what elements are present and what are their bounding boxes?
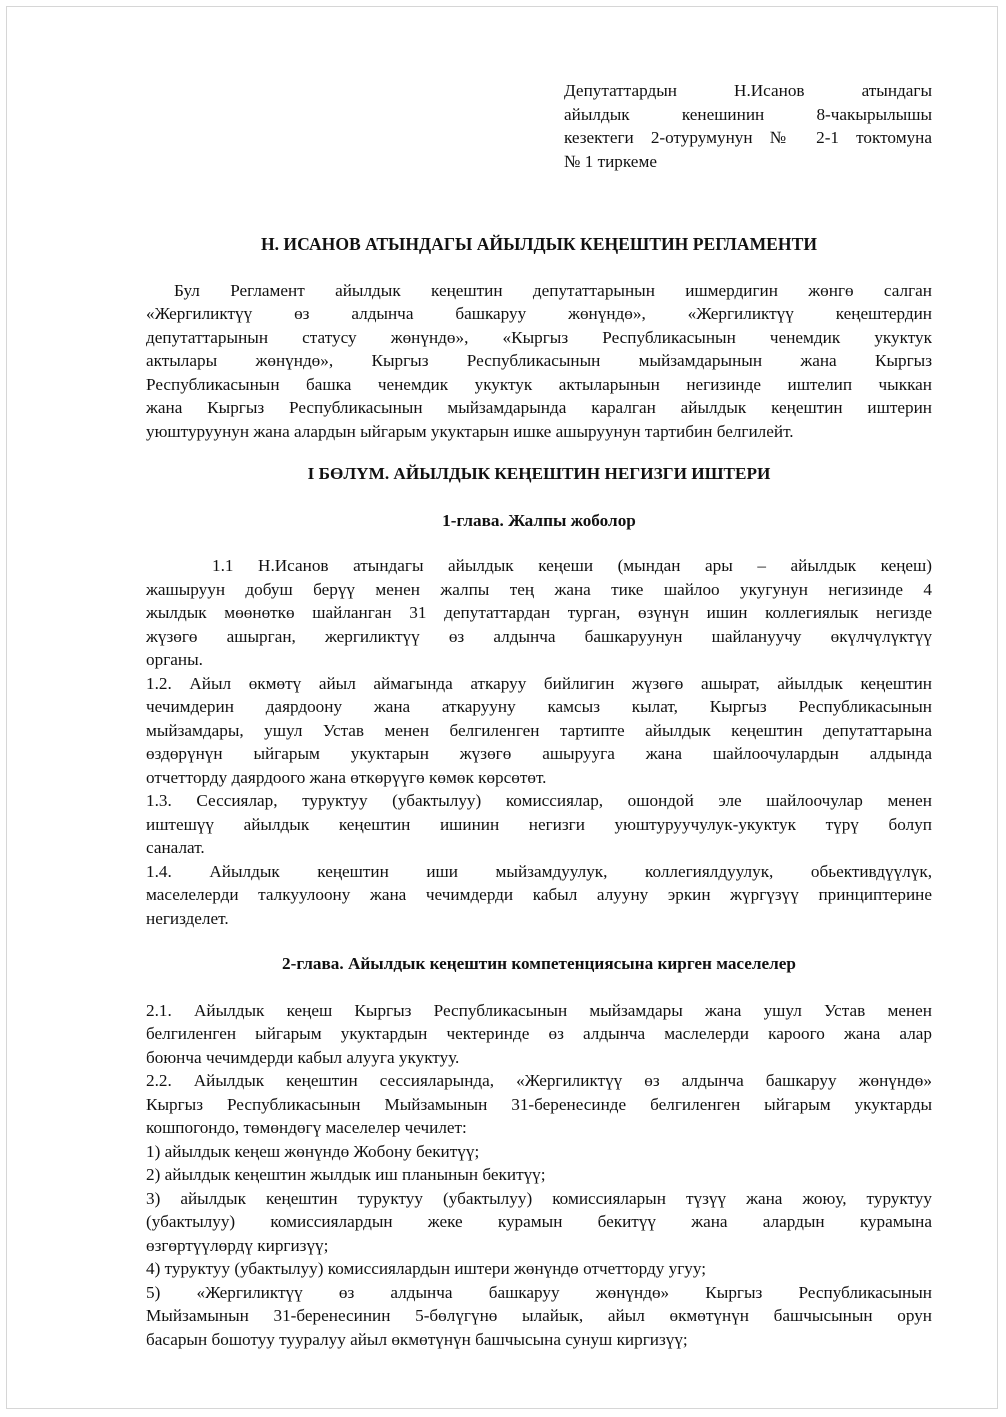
attachment-note-line-1: Депутаттардын Н.Исанов атындагы [564, 81, 932, 100]
intro-line: жана Кыргыз Республикасынын мыйзамдарында каралган айылдык кеңештин иштерин [146, 398, 932, 417]
intro-line: Бул Регламент айылдык кеңештин депутаттарынын ишмердигин жөнгө салган [174, 280, 932, 300]
clause-line: 1.3. Сессиялар, туруктуу (убактылуу) комиссиялар, ошондой эле шайлоочулар менен [146, 791, 932, 810]
document-page [6, 6, 998, 1409]
chapter-2-title: 2-глава. Айылдык кеңештин компетенциясына кирген маселелер [282, 954, 796, 973]
clause-line: маселелерди талкуулоону жана чечимдерди кабыл алууну эркин жүргүзүү принциптерине [146, 885, 932, 904]
clause-line: 2.1. Айылдык кеңеш Кыргыз Республикасынын мыйзамдары жана ушул Устав менен [146, 1000, 932, 1020]
clause-2-2 [146, 1069, 932, 1140]
intro-line: депутаттарынын статусу жөнүндө», «Кыргыз Республикасынын ченемдик укуктук [146, 327, 932, 347]
clause-line: саналат. [146, 838, 205, 857]
clause-line: 1.1 Н.Исанов атындагы айылдык кеңеши (мындан ары – айылдык кеңеш) [212, 556, 932, 575]
clause-line: жүзөгө ашырган, жергиликтүү өз алдынча башкаруунун шайлануучу өкүлчүлүктүү [146, 626, 932, 646]
clause-line: негизделет. [146, 908, 229, 928]
list-item-2: 2) айылдык кеңештин жылдык иш планынын бекитүү; [146, 1165, 546, 1184]
clause-line: 1.2. Айыл өкмөтү айыл аймагында аткаруу бийлигин жүзөгө ашырат, айылдык кеңештин [146, 673, 932, 693]
intro-paragraph [146, 279, 932, 444]
clause-line: 5) «Жергиликтүү өз алдынча башкаруу жөнүндө» Кыргыз Республикасынын [146, 1282, 932, 1302]
clause-line: өздөрүнүн ыйгарым укуктарын жүзөгө ашырууга жана шайлоочулардын алдында [146, 744, 932, 763]
clause-line: 3) айылдык кеңештин туруктуу (убактылуу) комиссияларын түзүү жана жоюу, туруктуу [146, 1188, 932, 1208]
clause-1-3 [146, 789, 932, 860]
document-content [146, 79, 932, 1351]
clause-line: жашыруун добуш берүү менен жалпы тең жана тике шайлоо укугунун негизинде 4 [146, 579, 932, 599]
clause-line: 2.2. Айылдык кеңештин сессияларында, «Жергиликтүү өз алдынча башкаруу жөнүндө» [146, 1071, 932, 1090]
clause-line: өзгөртүүлөрдү киргизүү; [146, 1235, 329, 1255]
clause-1-4 [146, 860, 932, 931]
clause-line: отчетторду даярдоого жана өткөрүүгө көмөк көрсөтөт. [146, 767, 547, 787]
document-title: Н. ИСАНОВ АТЫНДАГЫ АЙЫЛДЫК КЕҢЕШТИН РЕГЛАМЕНТИ [260, 234, 818, 254]
clause-line: жылдык мөөнөткө шайланган 31 депутаттардан турган, өзүнүн ишин коллегиялык негизде [146, 603, 932, 622]
list-item-5 [146, 1281, 932, 1352]
clause-line: кошпогондо, төмөндөгү маселелер чечилет: [146, 1118, 467, 1137]
clause-line: 1.4. Айылдык кеңештин иши мыйзамдуулук, коллегиялдуулук, обьективдүүлүк, [146, 861, 932, 881]
attachment-note-line-2: айылдык кенешинин 8-чакырылышы [564, 104, 932, 124]
list-item-4: 4) туруктуу (убактылуу) комиссиялардын иштери жөнүндө отчетторду угуу; [146, 1259, 706, 1278]
intro-line: актылары жөнүндө», Кыргыз Республикасынын мыйзамдарынын жана Кыргыз [146, 351, 932, 370]
clause-line: боюнча чечимдерди кабыл алууга укуктуу. [146, 1047, 460, 1067]
clause-1-1 [146, 554, 932, 672]
attachment-note [564, 79, 932, 173]
intro-line: Республикасынын башка ченемдик укуктук актыларынын негизинде иштелип чыккан [146, 374, 932, 394]
list-item-1: 1) айылдык кеңеш жөнүндө Жобону бекитүү; [146, 1141, 480, 1161]
clause-line: Кыргыз Республикасынын Мыйзамынын 31-беренесинде белгиленген ыйгарым укуктарды [146, 1094, 932, 1114]
clause-line: (убактылуу) комиссиялардын жеке курамын бекитүү жана алардын курамына [146, 1212, 932, 1231]
clause-line: органы. [146, 650, 203, 669]
clause-line: Мыйзамынын 31-беренесинин 5-бөлүгүнө ылайык, айыл өкмөтүнүн башчысынын орун [146, 1306, 932, 1325]
attachment-note-line-3: кезектеги 2-отурумунун № 2-1 токтомуна [564, 128, 932, 147]
clause-1-2 [146, 672, 932, 790]
attachment-note-line-4: № 1 тиркеме [564, 151, 657, 171]
clause-2-1 [146, 999, 932, 1070]
clause-line: басарын бошотуу тууралуу айыл өкмөтүнүн башчысына сунуш киргизүү; [146, 1329, 688, 1349]
list-item-3 [146, 1187, 932, 1258]
clause-line: иштешүү айылдык кеңештин ишинин негизги уюштуруучулук-укуктук түрү болуп [146, 814, 932, 834]
clause-line: чечимдерин даярдоону жана аткарууну камсыз кылат, Кыргыз Республикасынын [146, 697, 932, 716]
chapter-1-title: 1-глава. Жалпы жоболор [442, 510, 636, 530]
clause-line: белгиленген ыйгарым укуктардын чектеринде өз алдынча маслелерди кароого жана алар [146, 1024, 932, 1043]
section-1-title: I БӨЛҮМ. АЙЫЛДЫК КЕҢЕШТИН НЕГИЗГИ ИШТЕРИ [307, 464, 771, 483]
intro-line: «Жергиликтүү өз алдынча башкаруу жөнүндө», «Жергиликтүү кеңештердин [146, 304, 932, 323]
intro-line: уюштуруунун жана алардын ыйгарым укуктарын ишке ашыруунун тартибин белгилейт. [146, 421, 794, 441]
clause-line: мыйзамдары, ушул Устав менен белгиленген тартипте айылдык кеңештин депутаттарына [146, 720, 932, 740]
